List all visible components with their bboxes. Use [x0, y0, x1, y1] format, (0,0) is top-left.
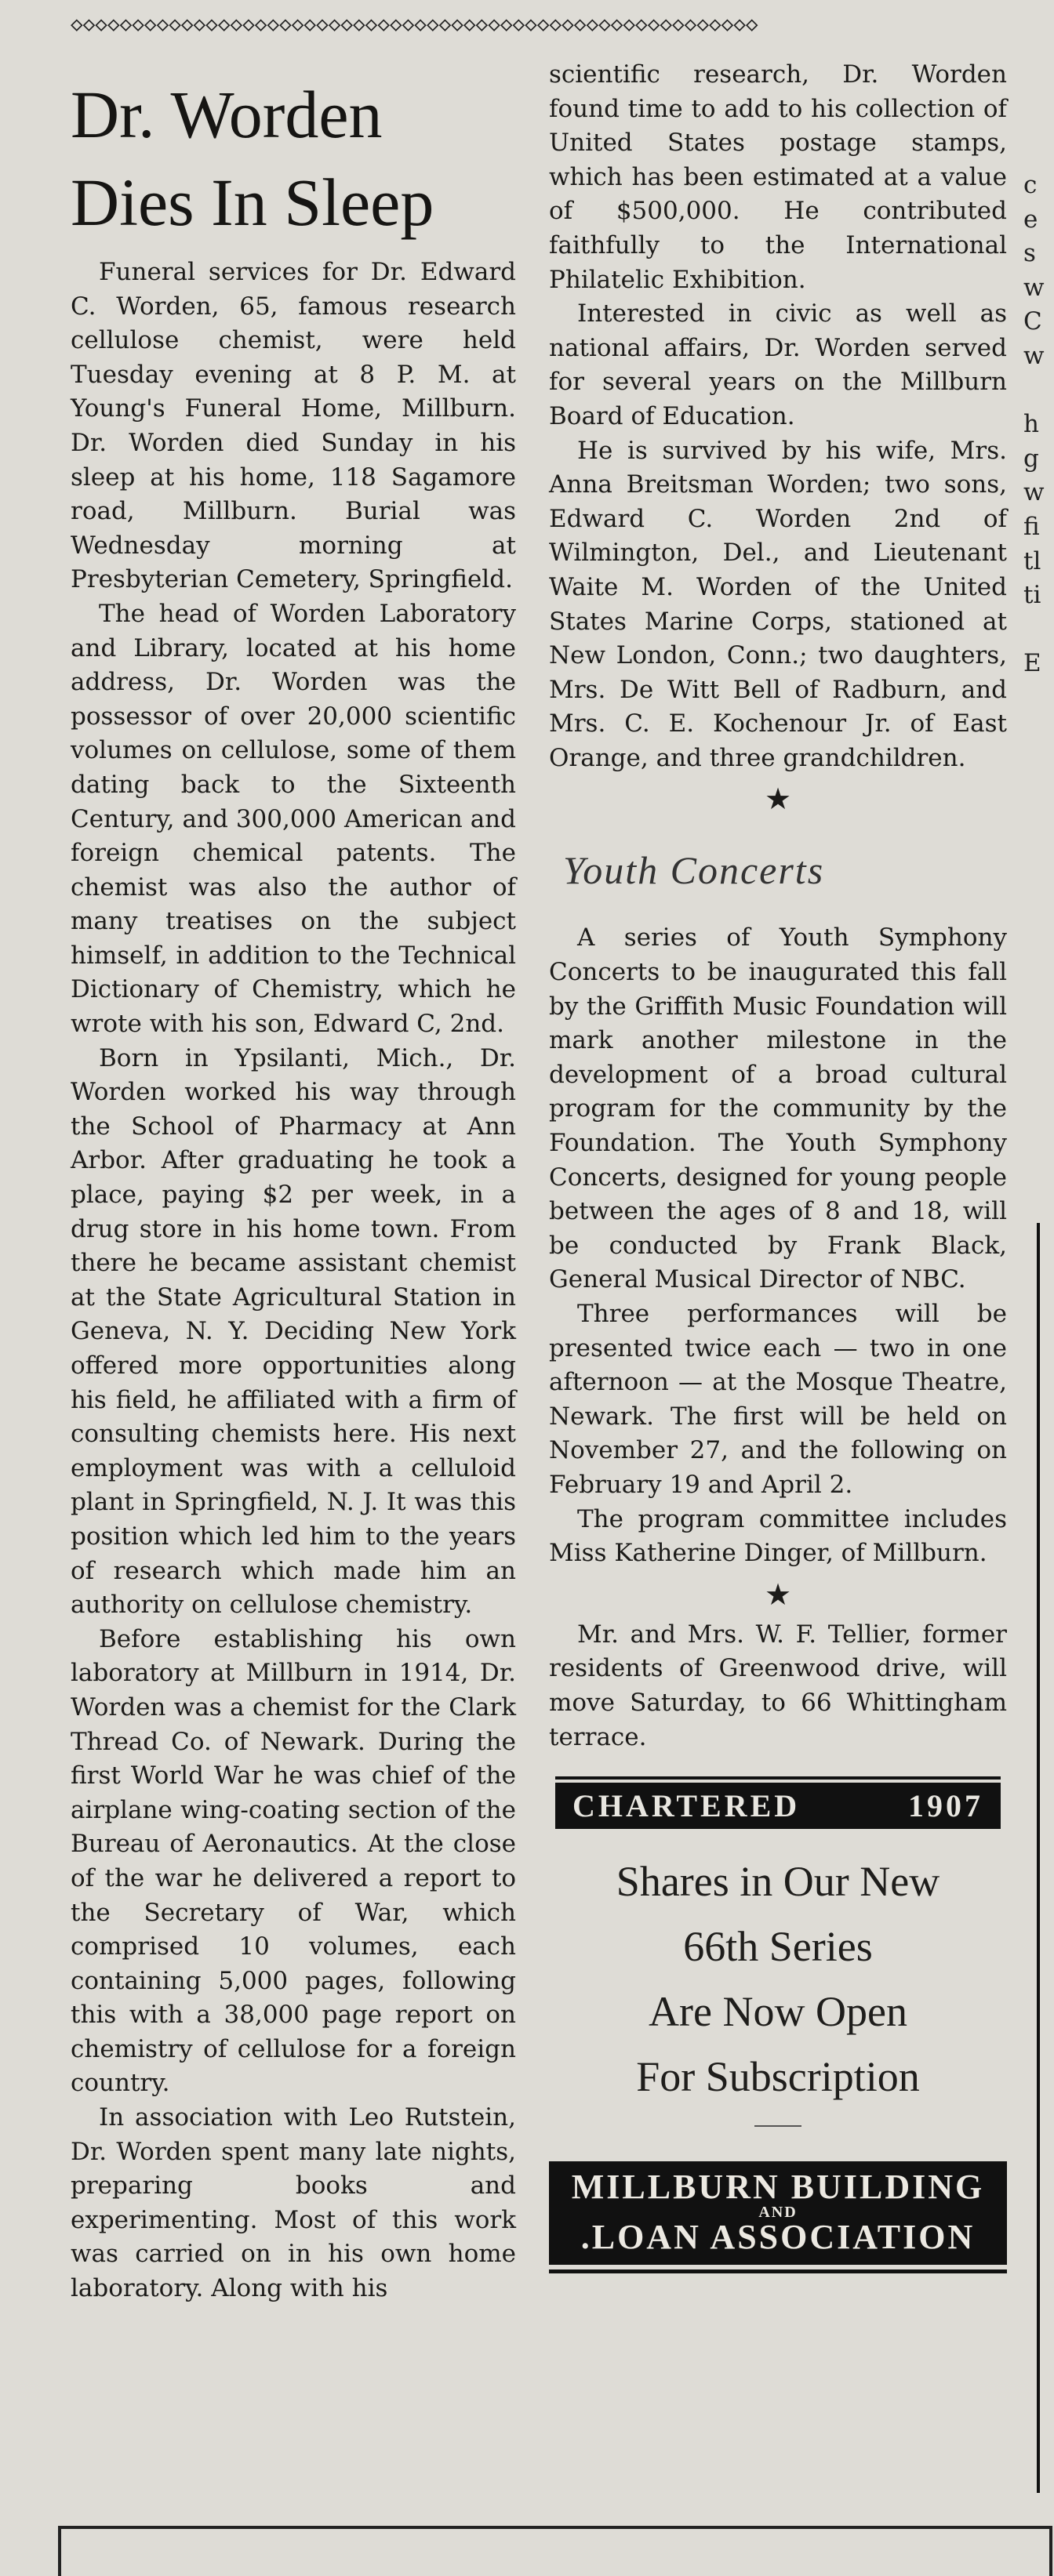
column-rule — [1037, 1223, 1040, 2493]
bottom-box-frame — [58, 2526, 1052, 2576]
association-line-2: .LOAN ASSOCIATION — [580, 2218, 976, 2257]
paragraph: Interested in civic as well as national affairs, Dr. Worden served for several years on the Millburn Board of Education. — [549, 299, 1007, 430]
chartered-year: 1907 — [908, 1788, 983, 1824]
column-2 — [549, 58, 1007, 2273]
paragraph: scientific research, Dr. Worden found time to add to his collection of United States postage stamps, which has been estimated at a value of $500,000. He contributed faithfully to the International Philatelic Exhibition. — [549, 60, 1007, 294]
ornamental-border: ◇◇◇◇◇◇◇◇◇◇◇◇◇◇◇◇◇◇◇◇◇◇◇◇◇◇◇◇◇◇◇◇◇◇◇◇◇◇◇◇◇◇◇◇◇◇◇◇◇◇◇◇◇◇◇◇ — [71, 13, 758, 36]
paragraph: Funeral services for Dr. Edward C. Worden, 65, famous research cellulose chemist, were held Tuesday evening at 8 P. M. at Young's Funeral Home, Millburn. Dr. Worden died Sunday in his sleep at his home, 118 Sagamore road, Millburn. Burial was Wednesday morning at Presbyterian Cemetery, Springfield. — [71, 258, 516, 594]
section-heading: Youth Concerts — [563, 848, 825, 893]
ad-line: For Subscription — [636, 2053, 920, 2101]
ad-line: Shares in Our New — [616, 1858, 940, 1906]
edge-fragment: C — [1023, 307, 1042, 336]
edge-fragment: h — [1023, 410, 1039, 439]
edge-fragment: e — [1023, 205, 1038, 234]
adjacent-column-edge — [1023, 169, 1054, 681]
edge-fragment: tl — [1023, 546, 1041, 575]
headline: Dr. Worden Dies In Sleep — [71, 77, 434, 240]
edge-fragment: s — [1023, 239, 1036, 268]
edge-fragment: w — [1023, 341, 1045, 370]
association-line-1: MILLBURN BUILDING — [571, 2168, 985, 2207]
paragraph: In association with Leo Rutstein, Dr. Worden spent many late nights, preparing books and experimenting. Most of this work was carried on in his own home laboratory. Along with his — [71, 2103, 516, 2303]
ad-copy — [549, 1849, 1007, 2110]
edge-fragment: ti — [1023, 581, 1041, 610]
paragraph: The program committee includes Miss Katherine Dinger, of Millburn. — [549, 1504, 1007, 1568]
edge-fragment: g — [1023, 444, 1039, 473]
paragraph: Three performances will be presented twice each — two in one afternoon — at the Mosque Theatre, Newark. The first will be held on November 27, and the following on February 19 and April 2. — [549, 1300, 1007, 1499]
chartered-label: CHARTERED — [572, 1788, 801, 1824]
edge-fragment: E — [1023, 649, 1041, 678]
association-name — [549, 2161, 1007, 2265]
star-separator: ★ — [764, 1576, 792, 1612]
star-separator: ★ — [764, 782, 792, 817]
paragraph: The head of Worden Laboratory and Library, located at his home address, Dr. Worden was the possessor of over 20,000 scientific volumes on cellulose, some of them dating back to the Sixteenth Century, and 300,000 American and foreign chemical patents. The chemist was also the author of many treatises on the subject himself, in addition to the Technical Dictionary of Chemistry, which he wrote with his son, Edward C, 2nd. — [71, 599, 516, 1039]
edge-fragment — [1023, 613, 1054, 648]
ad-line: Are Now Open — [649, 1988, 907, 2036]
edge-fragment: w — [1023, 273, 1045, 302]
ad-divider — [754, 2125, 801, 2127]
paragraph: A series of Youth Symphony Concerts to be inaugurated this fall by the Griffith Music Foundation will mark another milestone in the development of a broad cultural program for the community by the Foundation. The Youth Symphony Concerts, designed for young people between the ages of 8 and 18, will be conducted by Frank Black, General Musical Director of NBC. — [549, 923, 1007, 1294]
edge-fragment — [1023, 374, 1054, 408]
column-1 — [71, 71, 516, 2306]
association-and: AND — [758, 2204, 798, 2222]
ad-line: 66th Series — [683, 1923, 873, 1971]
paragraph: He is survived by his wife, Mrs. Anna Breitsman Worden; two sons, Edward C. Worden 2nd of Wilmington, Del., and Lieutenant Waite M. Worden of the United States Marine Corps, stationed at New London, Conn.; two daughters, Mrs. De Witt Bell of Radburn, and Mrs. C. E. Kochenour Jr. of East Orange, and three grandchildren. — [549, 436, 1007, 772]
paragraph: Before establishing his own laboratory at Millburn in 1914, Dr. Worden was a chemist for the Clark Thread Co. of Newark. During the first World War he was chief of the airplane wing-coating section of the Bureau of Aeronautics. At the close of the war he delivered a report to the Secretary of War, which comprised 10 volumes, each containing 5,000 pages, following this with a 38,000 page report on chemistry of cellulose for a foreign country. — [71, 1624, 516, 2098]
edge-fragment: c — [1023, 171, 1038, 199]
edge-fragment: w — [1023, 478, 1045, 507]
paragraph: Born in Ypsilanti, Mich., Dr. Worden worked his way through the School of Pharmacy at Ann Arbor. After graduating he took a place, paying $2 per week, in a drug store in his home town. From there he became assistant chemist at the State Agricultural Station in Geneva, N. Y. Deciding New York offered more opportunities along his field, he affiliated with a firm of consulting chemists here. His next employment was with a celluloid plant in Springfield, N. J. It was this position which led him to the years of research which made him an authority on cellulose chemistry. — [71, 1043, 516, 1620]
chartered-bar — [555, 1783, 1001, 1829]
edge-fragment: fi — [1023, 512, 1040, 541]
ad-rule — [555, 1776, 1001, 1780]
paragraph: Mr. and Mrs. W. F. Tellier, former residents of Greenwood drive, will move Saturday, to 66 Whittingham terrace. — [549, 1620, 1007, 1751]
advertisement — [549, 1776, 1007, 2273]
ad-rule — [549, 2269, 1007, 2273]
